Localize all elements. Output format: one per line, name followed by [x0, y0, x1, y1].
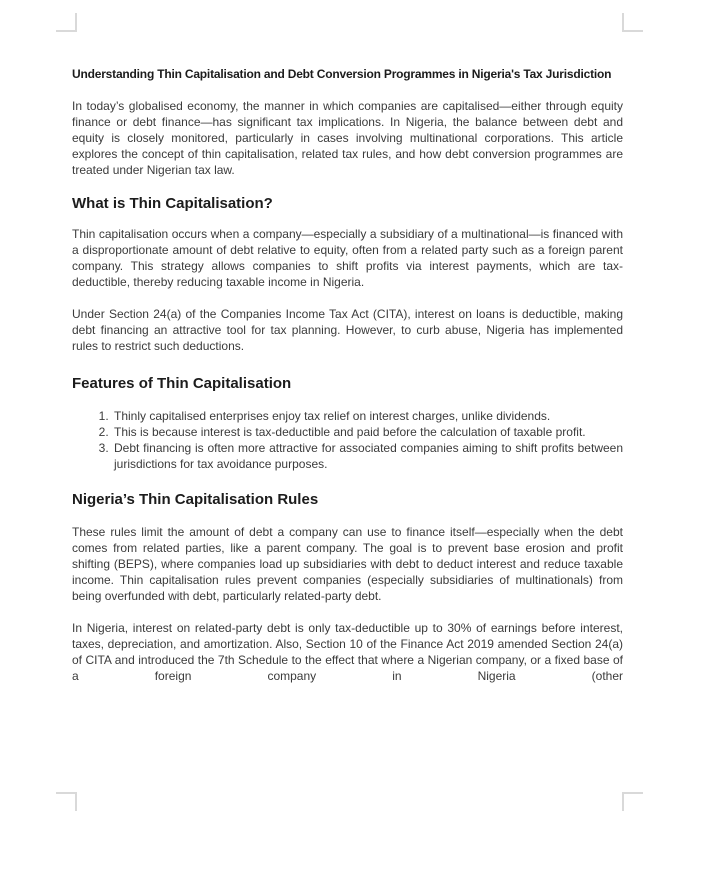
margin-corner-mark-top-right — [622, 13, 643, 32]
document-title: Understanding Thin Capitalisation and Debt Conversion Programmes in Nigeria's Tax Jurisdiction — [72, 67, 612, 81]
margin-corner-mark-bottom-left — [56, 792, 77, 811]
intro-paragraph: In today’s globalised economy, the manner in which companies are capitalised—either through equity finance or debt finance—has significant tax implications. In Nigeria, the balance between debt and equity is closely monitored, particularly in cases involving multinational corporations. This article explores the concept of thin capitalisation, related tax rules, and how debt conversion programmes are treated under Nigerian tax law. — [72, 99, 623, 177]
section-heading-what-is-thin-capitalisation: What is Thin Capitalisation? — [72, 195, 273, 212]
paragraph-rules-limit-debt: These rules limit the amount of debt a company can use to finance itself—especially when the debt comes from related parties, like a parent company. The goal is to prevent base erosion and profit shifting (BEPS), where companies load up subsidiaries with debt to deduct interest and reduce taxable income. Thin capitalisation rules prevent companies (especially subsidiaries of multinationals) from being overfunded with debt, particularly related-party debt. — [72, 525, 623, 603]
list-item: 2. This is because interest is tax-deductible and paid before the calculation of taxable profit. — [112, 424, 623, 440]
features-numbered-list — [72, 408, 623, 472]
paragraph-30-percent-ebitda: In Nigeria, interest on related-party debt is only tax-deductible up to 30% of earnings before interest, taxes, depreciation, and amortization. Also, Section 10 of the Finance Act 2019 amended Section 24(a) of CITA and introduced the 7th Schedule to the effect that where a Nigerian company, or a fixed base of a foreign company in Nigeria (other — [72, 621, 623, 683]
section-heading-nigeria-rules: Nigeria’s Thin Capitalisation Rules — [72, 491, 319, 508]
document-body — [72, 0, 623, 684]
margin-corner-mark-bottom-right — [622, 792, 643, 811]
paragraph-thin-capitalisation-definition: Thin capitalisation occurs when a company—especially a subsidiary of a multinational—is financed with a disproportionate amount of debt relative to equity, often from a related party such as a foreign parent company. This strategy allows companies to shift profits via interest payments, which are tax-deductible, thereby reducing taxable income in Nigeria. — [72, 227, 623, 289]
paragraph-cita-section-24a: Under Section 24(a) of the Companies Income Tax Act (CITA), interest on loans is deductible, making debt financing an attractive tool for tax planning. However, to curb abuse, Nigeria has implemented rules to restrict such deductions. — [72, 307, 623, 353]
list-item: 1. Thinly capitalised enterprises enjoy tax relief on interest charges, unlike dividends. — [112, 408, 623, 424]
section-heading-features: Features of Thin Capitalisation — [72, 375, 292, 392]
list-item: 3. Debt financing is often more attractive for associated companies aiming to shift profits between jurisdictions for tax avoidance purposes. — [112, 440, 623, 472]
